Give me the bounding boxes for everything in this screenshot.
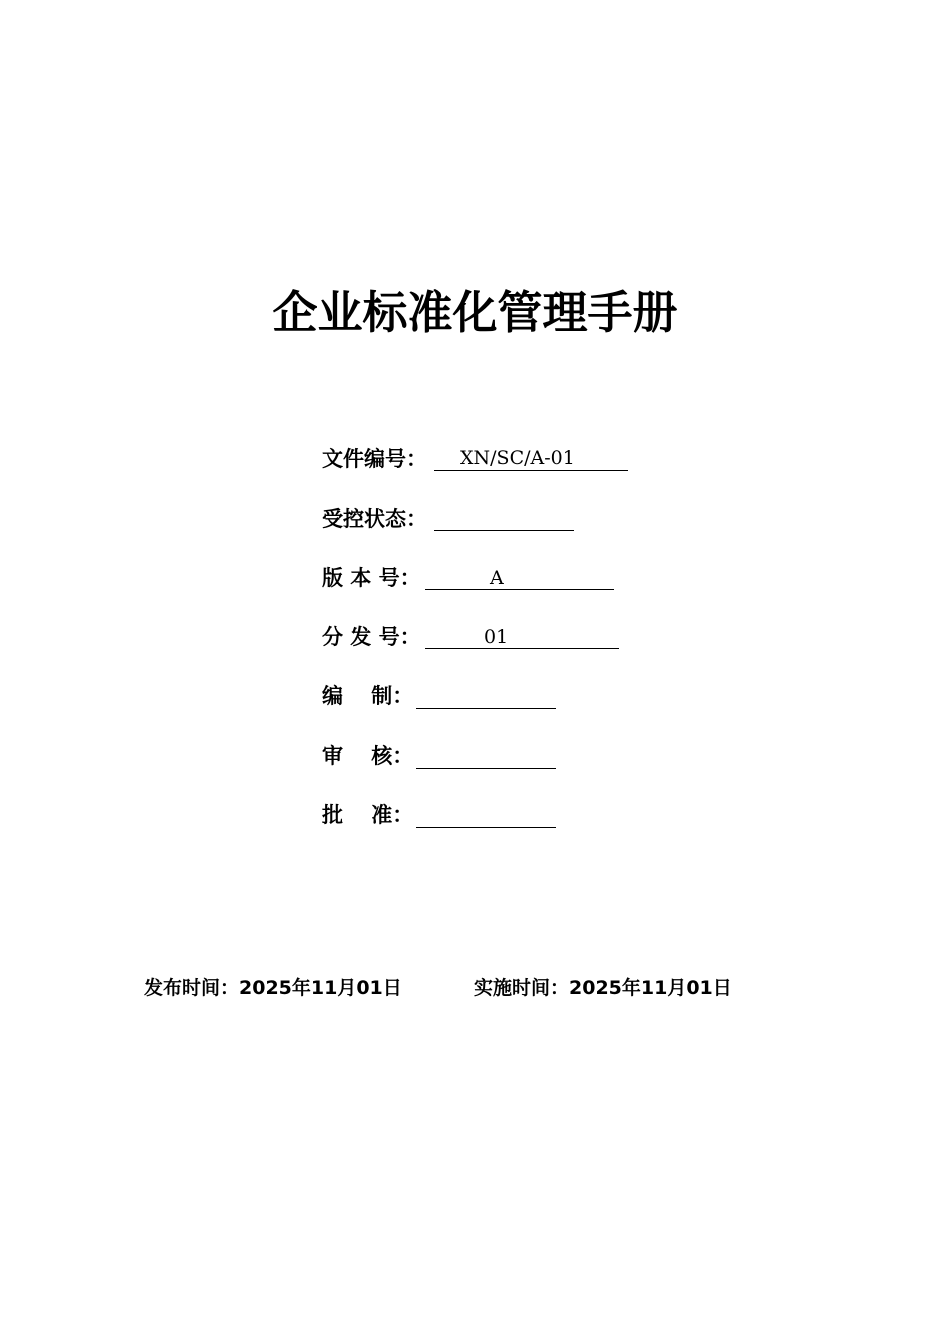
field-file-number <box>322 444 427 474</box>
field-file-number-label: 文件编号： <box>322 447 427 471</box>
field-reviewed-by-label: 审 核： <box>322 744 414 768</box>
field-reviewed-by-value <box>416 744 556 769</box>
field-version-label: 版 本 号： <box>322 566 421 590</box>
field-prepared-by-value <box>416 684 556 709</box>
field-prepared-by <box>322 681 413 711</box>
field-control-status-value <box>434 506 574 531</box>
field-approved-by-value <box>416 803 556 828</box>
field-approved-by-label: 批 准： <box>322 803 414 827</box>
field-version-value: A <box>425 566 614 590</box>
field-distribution-value: 01 <box>425 625 619 649</box>
field-file-number-value: XN/SC/A-01 <box>434 446 628 471</box>
document-title: 企业标准化管理手册 <box>272 286 678 339</box>
effective-date: 实施时间：2025年11月01日 <box>474 977 732 999</box>
field-approved-by <box>322 800 413 830</box>
field-reviewed-by <box>322 741 413 771</box>
field-prepared-by-label: 编 制： <box>322 684 414 708</box>
field-control-status <box>322 504 427 534</box>
field-distribution-label: 分 发 号： <box>322 625 421 649</box>
release-date: 发布时间：2025年11月01日 <box>144 977 402 999</box>
field-control-status-label: 受控状态： <box>322 507 427 531</box>
field-distribution <box>322 622 421 652</box>
field-version <box>322 563 421 593</box>
